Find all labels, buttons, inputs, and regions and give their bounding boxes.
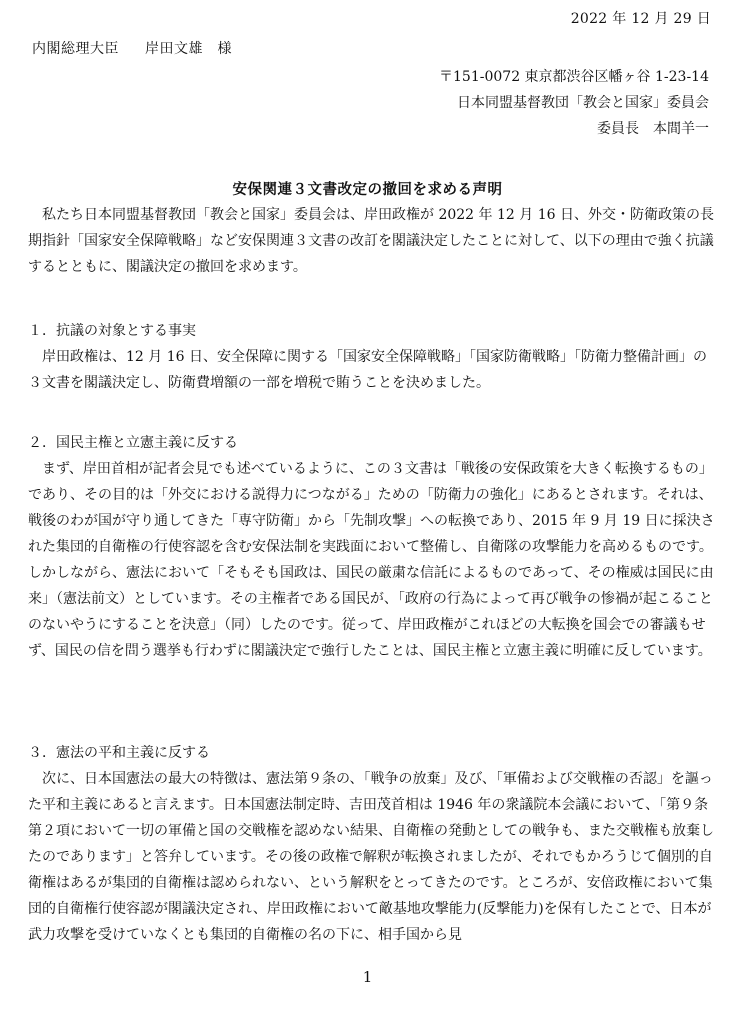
section-2-heading: ２．国民主権と立憲主義に反する [28, 435, 238, 451]
section-1 [28, 318, 718, 396]
statement-title: 安保関連３文書改定の撤回を求める声明 [232, 181, 503, 198]
section-3 [28, 740, 718, 948]
sender-block [439, 64, 709, 142]
section-2 [28, 430, 718, 664]
addressee-name: 岸田文雄 様 [145, 41, 232, 57]
addressee-line [32, 38, 232, 58]
letter-date: 2022 年 12 月 29 日 [570, 11, 711, 27]
section-1-heading: １．抗議の対象とする事実 [28, 323, 196, 339]
section-2-paragraph: まず、岸田首相が記者会見でも述べているように、この３文書は「戦後の安保政策を大きく転換するもの」であり、その目的は「外交における説得力につながる」ための「防衛力の強化」にあるとされます。それは、戦後のわが国が守り通してきた「専守防衛」から「先制攻撃」への転換であり、2015 年 9 月 19 日に採決された集団的自衛権の行使容認を含む安保法制を実践面において整備し、自衛隊の攻撃能力を高めるものです。しかしながら、憲法において「そもそも国政は、国民の厳粛な信託によるものであって、その権威は国民に由来」（憲法前文）としています。その主権者である国民が、「政府の行為によって再び戦争の惨禍が起こることのないやうにすることを決意」（同）したのです。従って、岸田政権がこれほどの大転換を国会での審議もせず、国民の信を問う選挙も行わずに閣議決定で強行したことは、国民主権と立憲主義に明確に反しています。 [28, 461, 715, 659]
sender-organization: 日本同盟基督教団「教会と国家」委員会 [457, 95, 709, 111]
intro-block [28, 202, 718, 280]
sender-address: 〒151-0072 東京都渋谷区幡ヶ谷 1-23-14 [439, 69, 709, 85]
intro-paragraph: 私たち日本同盟基督教団「教会と国家」委員会は、岸田政権が 2022 年 12 月 16 日、外交・防衛政策の長期指針「国家安全保障戦略」など安保関連３文書の改訂を閣議決定したことに対して、以下の理由で強く抗議するとともに、閣議決定の撤回を求めます。 [28, 207, 714, 275]
section-1-paragraph: 岸田政権は、12 月 16 日、安全保障に関する「国家安全保障戦略」「国家防衛戦略」「防衛力整備計画」の３文書を閣議決定し、防衛費増額の一部を増税で賄うことを決めました。 [28, 349, 707, 391]
section-3-heading: ３．憲法の平和主義に反する [28, 745, 210, 761]
page-number: 1 [362, 968, 373, 986]
addressee-title: 内閣総理大臣 [32, 41, 119, 57]
section-3-paragraph: 次に、日本国憲法の最大の特徴は、憲法第９条の、「戦争の放棄」及び、「軍備および交戦権の否認」を謳った平和主義にあると言えます。日本国憲法制定時、吉田茂首相は 1946 年の衆議院本会議において、「第９条第２項において一切の軍備と国の交戦権を認めない結果、自衛権の発動としての戦争も、また交戦権も放棄したのであります」と答弁しています。その後の政権で解釈が転換されましたが、それでもかろうじて個別的自衛権はあるが集団的自衛権は認められない、という解釈をとってきたのです。ところが、安倍政権において集団的自衛権行使容認が閣議決定され、岸田政権において敵基地攻撃能力(反撃能力)を保有したことで、日本が武力攻撃を受けていなくとも集団的自衛権の名の下に、相手国から見 [28, 771, 714, 943]
sender-chair: 委員長 本間羊一 [597, 121, 709, 137]
